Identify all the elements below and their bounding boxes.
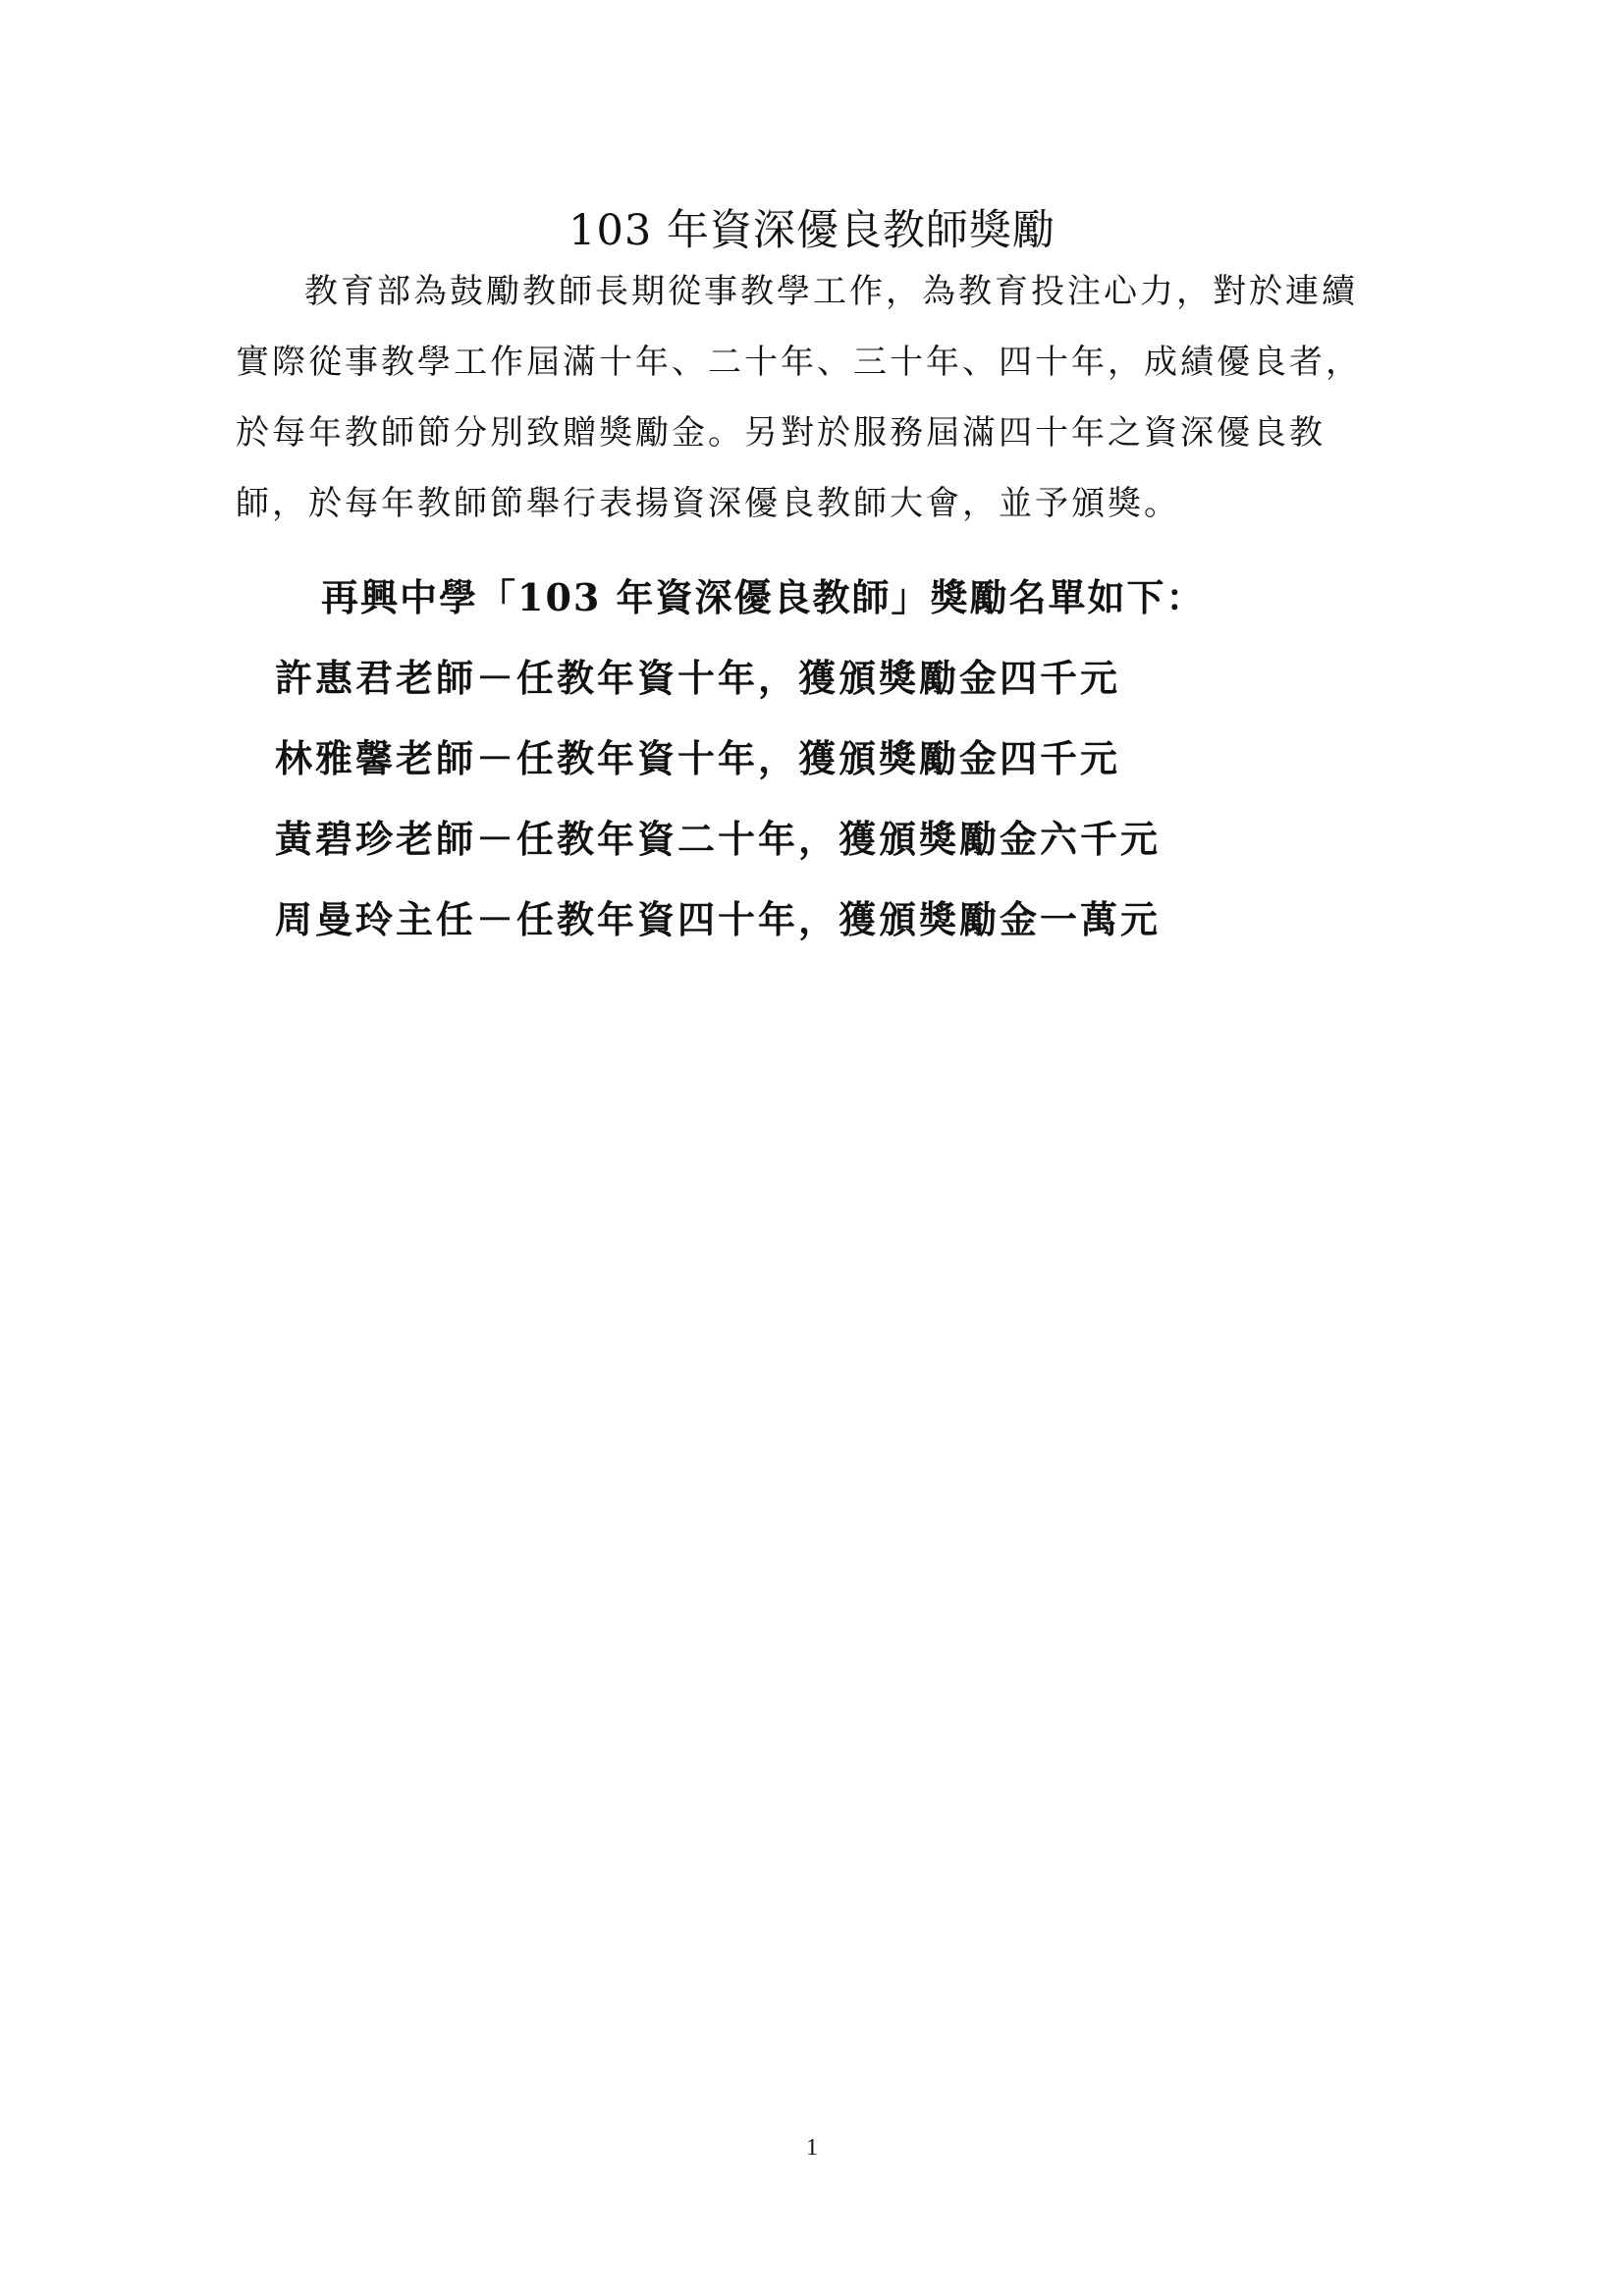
award-item: 黃碧珍老師－任教年資二十年，獲頒獎勵金六千元 [275, 817, 1162, 861]
intro-line: 教育部為鼓勵教師長期從事教學工作，為教育投注心力，對於連續 [304, 272, 1358, 311]
award-item: 許惠君老師－任教年資十年，獲頒獎勵金四千元 [275, 656, 1121, 700]
award-item: 林雅馨老師－任教年資十年，獲頒獎勵金四千元 [275, 736, 1121, 780]
intro-line: 於每年教師節分別致贈獎勵金。另對於服務屆滿四十年之資深優良教 [236, 413, 1326, 453]
award-list-heading: 再興中學「103 年資深優良教師」獎勵名單如下： [321, 575, 1206, 619]
intro-line: 師，於每年教師節舉行表揚資深優良教師大會，並予頒獎。 [236, 484, 1180, 523]
document-title: 103 年資深優良教師獎勵 [568, 206, 1056, 255]
award-item: 周曼玲主任－任教年資四十年，獲頒獎勵金一萬元 [275, 897, 1162, 941]
intro-line: 實際從事教學工作屆滿十年、二十年、三十年、四十年，成績優良者， [236, 343, 1362, 382]
page-number: 1 [806, 2135, 818, 2161]
